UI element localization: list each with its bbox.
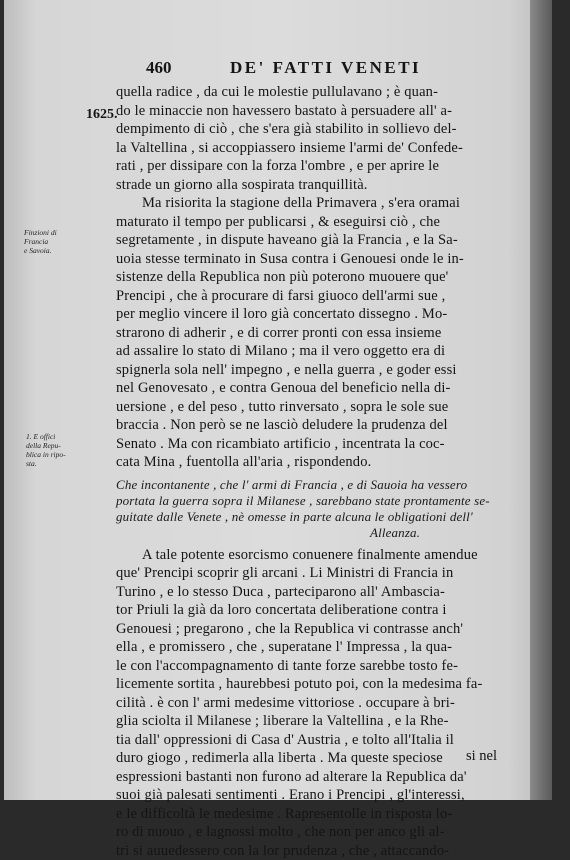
- page-header: [146, 58, 476, 82]
- text-line: sistenze della Republica non più poterono muouere que': [116, 269, 449, 285]
- text-line: braccia . Non però se ne lasciò deludere la prudenza del: [116, 417, 448, 433]
- margin-year: 1625.: [86, 107, 118, 122]
- text-line: e le difficoltà le medesime . Rapresentolle in risposta lo-: [116, 805, 453, 822]
- text-line: A tale potente esorcismo conuenere finalmente amendue: [142, 546, 478, 563]
- text-line: Che incontanente , che l' armi di Francia , e di Sauoia ha vessero: [116, 476, 468, 492]
- page-number: 460: [146, 58, 172, 77]
- text-line: spignerla sola nell' impegno , e nella guerra , e goder essi: [116, 361, 457, 378]
- text-line: uoia stesse terminato in Susa contra i Genouesi onde le in-: [116, 250, 464, 267]
- text-line: rati , per dissipare con la forza l'ombre , e per aprire le: [116, 158, 440, 174]
- page-edge: [530, 0, 552, 800]
- text-line: glia sciolta il Milanese ; liberare la Valtellina , e la Rhe-: [116, 713, 449, 729]
- text-line: ella , e promissero , che , superatane l' Impressa , la qua-: [116, 639, 453, 655]
- margin-note-line: Finzioni di: [24, 228, 57, 237]
- text-line: strarono di adherir , e di correr pronti con essa insieme: [116, 324, 442, 341]
- text-line: tor Priuli la già da loro concertata deliberatione contra i: [116, 602, 447, 618]
- margin-note-line: della Repu-: [26, 441, 61, 450]
- text-line: Senato . Ma con ricambiato artificio , incentrata la coc-: [116, 435, 445, 452]
- text-line: guitate dalle Venete , nè omesse in parte alcuna le obligationi dell': [116, 508, 473, 524]
- margin-note-line: sta.: [26, 459, 37, 468]
- text-line: maturato il tempo per publicarsi , & eseguirsi ciò , che: [116, 213, 441, 230]
- text-line: tri si auuedessero con la lor prudenza , che , attaccando-: [116, 842, 450, 859]
- text-line: ad assalire lo stato di Milano ; ma il vero oggetto era di: [116, 343, 446, 359]
- margin-note-line: e Savoia.: [24, 246, 52, 255]
- text-line: portata la guerra sopra il Milanese , sarebbano state prontamente se-: [116, 492, 490, 508]
- text-line: que' Prencipi scoprir gli arcani . Li Ministri di Francia in: [116, 565, 454, 581]
- text-line: uersione , e del peso , tutto rinversato , sopra le sole sue: [116, 398, 449, 415]
- text-line: la Valtellina , si accoppiassero insieme l'armi de' Confede-: [116, 139, 463, 156]
- text-line: cilità . è con l' armi medesime vittoriose . occupare à bri-: [116, 694, 455, 711]
- margin-note-line: Francia: [24, 237, 49, 246]
- text-line: segretamente , in dispute haveano già la Francia , e la Sa-: [116, 232, 458, 248]
- margin-note-finzioni: [24, 228, 57, 255]
- text-line: tia dall' oppressioni di Casa d' Austria , e tolto all'Italia il: [116, 731, 454, 748]
- text-line: Ma risiorita la stagione della Primavera , s'era oramai: [142, 195, 461, 211]
- text-line: licemente sortita , haurebbesi potuto poi, con la medesima fa-: [116, 676, 483, 692]
- text-line: Alleanza.: [370, 524, 421, 540]
- text-line: Prencipi , che à procurare di farsi giuoco dell'armi sue ,: [116, 287, 446, 304]
- text-line: cata Mina , fuentolla all'aria , rispondendo.: [116, 454, 372, 470]
- text-line: strade un giorno alla sospirata tranquillità.: [116, 176, 368, 193]
- text-line: duro giogo , redimerla alla liberta . Ma queste speciose: [116, 750, 443, 766]
- text-line: Genouesi ; pregarono , che la Republica vi contrasse anch': [116, 620, 464, 637]
- margin-note-offici: [26, 432, 66, 468]
- margin-note-line: 1. E offici: [26, 432, 56, 441]
- text-line: per meglio vincere il loro già concertato dissegno . Mo-: [116, 306, 448, 322]
- catchword: si nel: [466, 748, 498, 764]
- running-title: DE' FATTI VENETI: [230, 58, 422, 77]
- text-line: quella radice , da cui le molestie pullulavano ; è quan-: [116, 84, 439, 100]
- text-line: dempimento di ciò , che s'era già stabilito in sollievo del-: [116, 121, 457, 137]
- text-line: do le minaccie non havessero bastato à persuadere all' a-: [116, 102, 453, 119]
- text-line: ro di nuouo , e lagnossi molto , che non per anco gli al-: [116, 824, 445, 840]
- text-line: le con l'accompagnamento di tante forze sarebbe tosto fe-: [116, 657, 459, 674]
- margin-note-line: blica in ripo-: [26, 450, 66, 459]
- book-page: [4, 0, 552, 859]
- text-line: nel Genovesato , e contra Genoua del beneficio nella di-: [116, 380, 451, 396]
- text-line: Turino , e lo stesso Duca , parteciparono all' Ambascia-: [116, 583, 445, 600]
- text-line: espressioni bastanti non furono ad alterare la Republica da': [116, 768, 467, 785]
- text-line: suoi già palesati sentimenti . Erano i Prencipi , gl'interessi,: [116, 787, 465, 803]
